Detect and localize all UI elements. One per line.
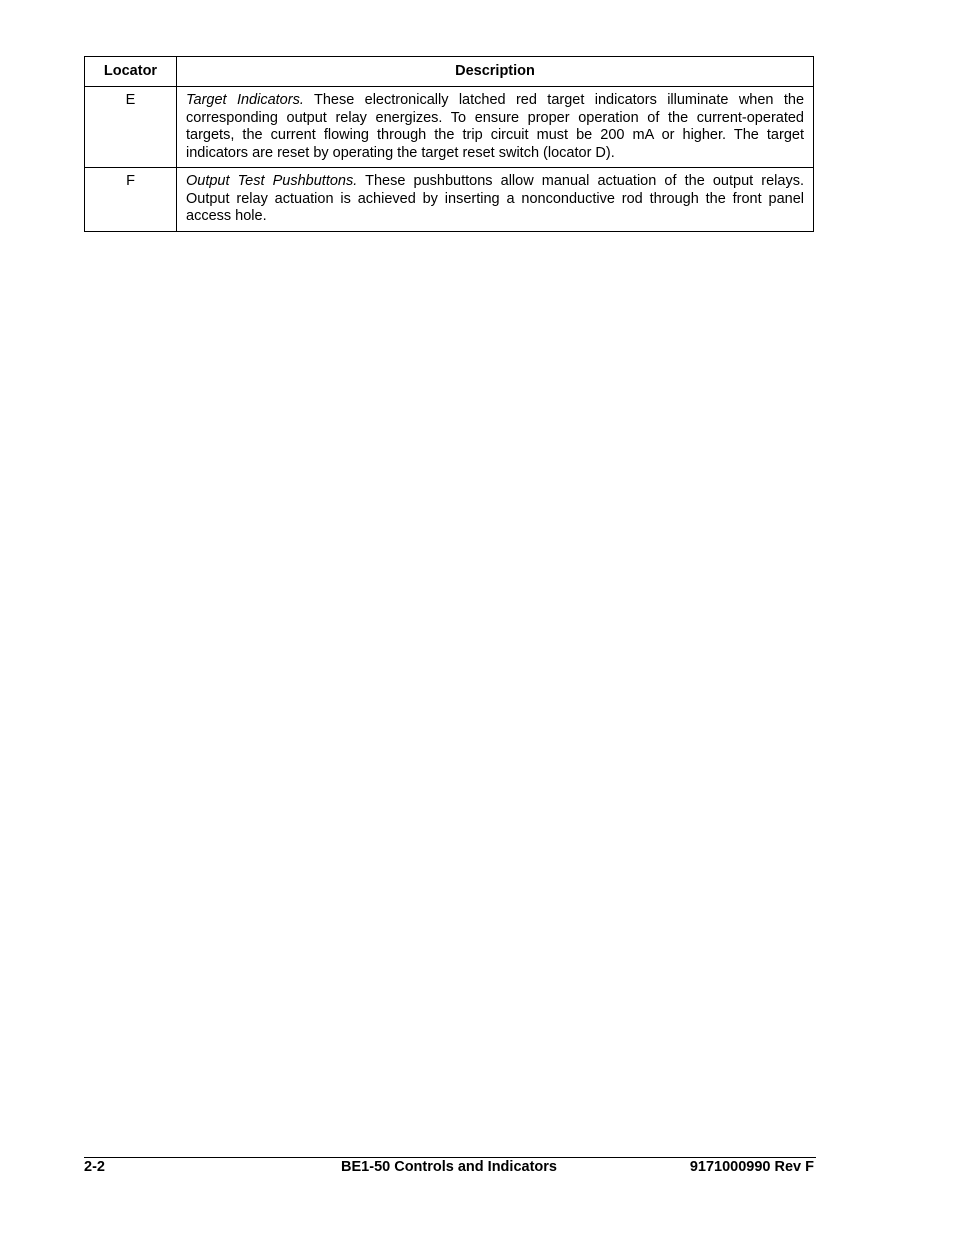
description-text: These electronically latched red target indicators illuminate when the corresponding output relay energizes. To ensure proper operation of the current-operated targets, the current flowing through the trip circuit must be 200 mA or higher. The target indicators are reset by operating the target reset switch (locator D). (186, 92, 805, 161)
locator-cell: F (85, 168, 177, 232)
locator-column-header: Locator (85, 57, 177, 87)
page-footer (84, 1159, 814, 1179)
footer-page-number: 2-2 (84, 1159, 105, 1175)
table-header-row (85, 57, 814, 87)
locator-cell: E (85, 87, 177, 168)
description-cell (177, 87, 814, 168)
description-column-header: Description (177, 57, 814, 87)
footer-section-title: BE1-50 Controls and Indicators (341, 1159, 557, 1175)
controls-indicators-table (84, 56, 814, 232)
description-text: These pushbuttons allow manual actuation of the output relays. Output relay actuation is achieved by inserting a nonconductive rod through the front panel access hole. (186, 173, 804, 224)
table-row (85, 168, 814, 232)
description-term: Target Indicators. (186, 92, 304, 108)
table-row (85, 87, 814, 168)
description-term: Output Test Pushbuttons. (186, 173, 358, 189)
footer-divider (84, 1157, 816, 1158)
footer-document-id: 9171000990 Rev F (689, 1159, 814, 1175)
description-cell (177, 168, 814, 232)
